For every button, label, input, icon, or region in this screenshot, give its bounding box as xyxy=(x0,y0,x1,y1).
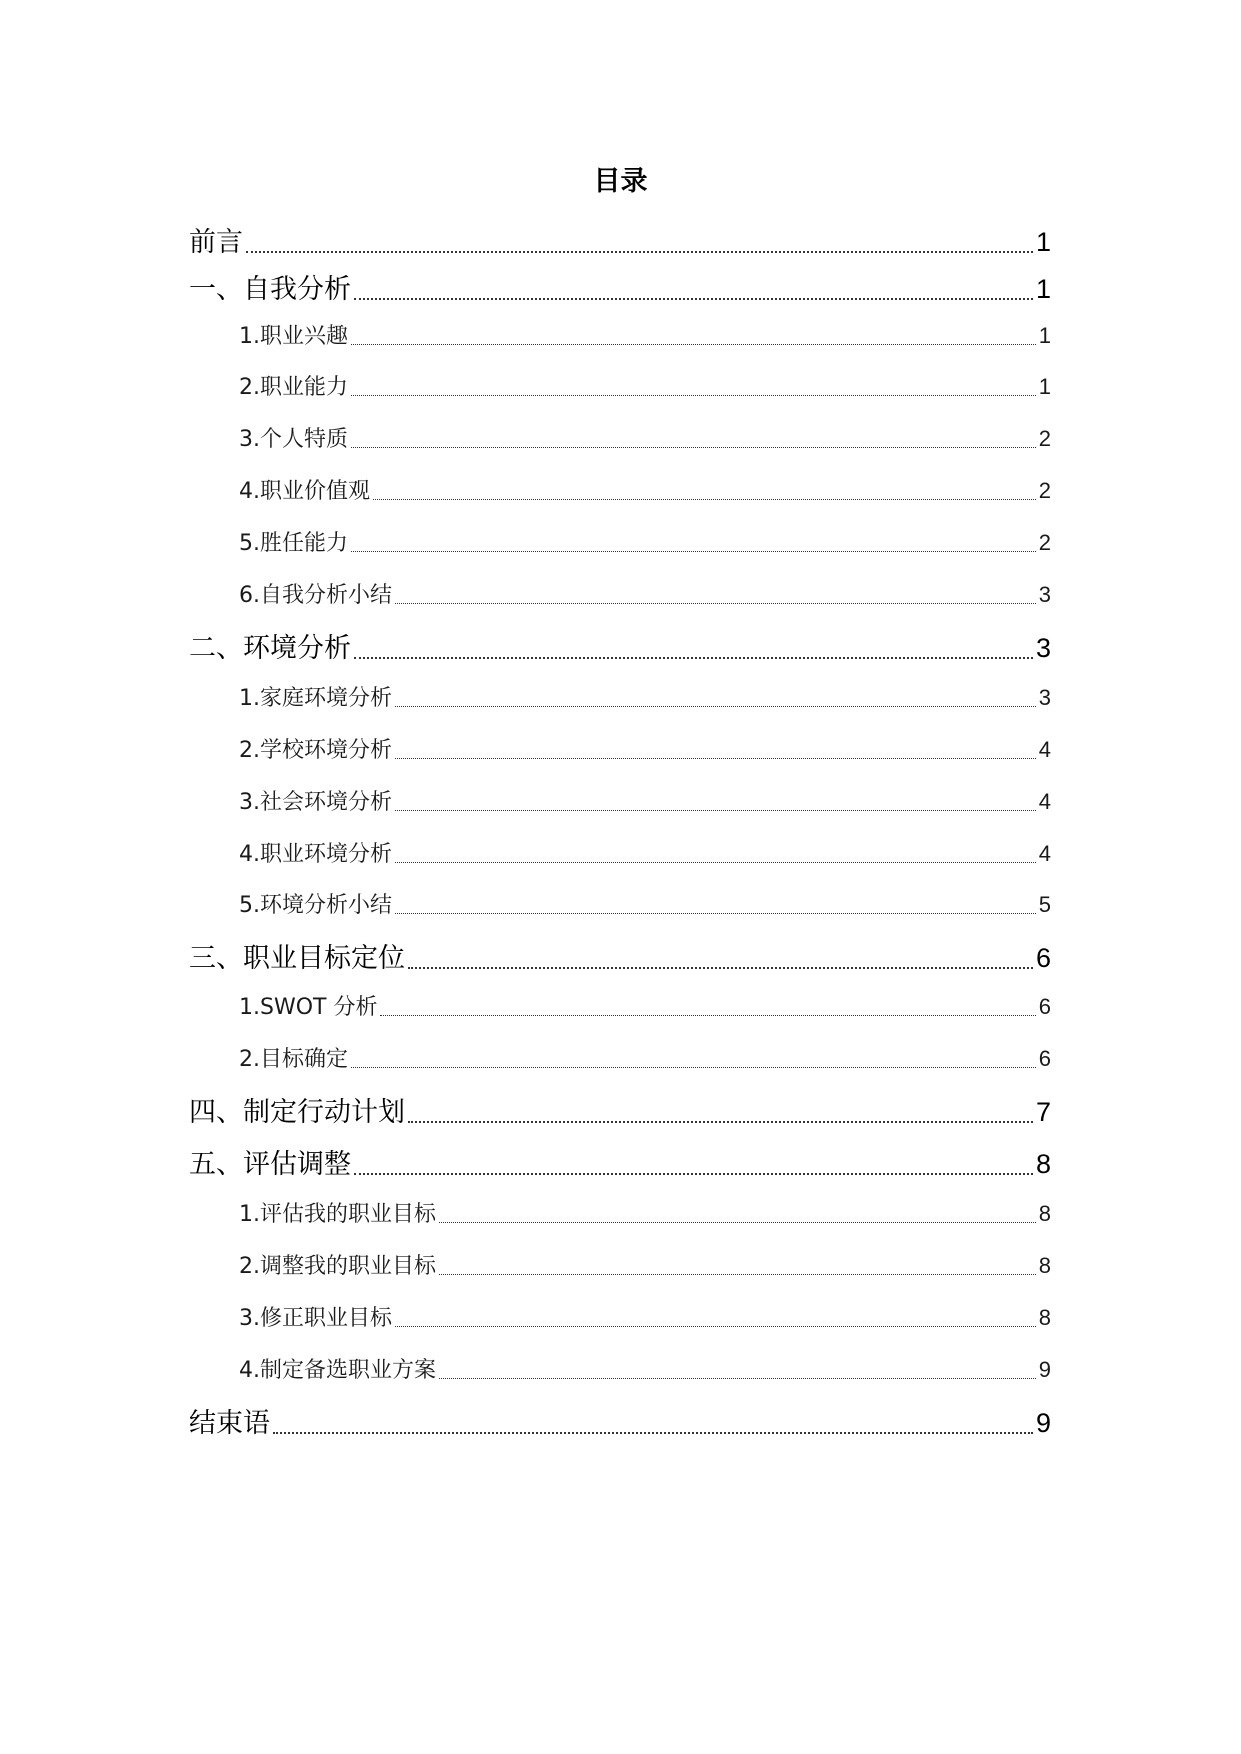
toc-entry-section-1-2[interactable] xyxy=(239,370,1051,404)
toc-entry-page: 4 xyxy=(1038,789,1051,814)
toc-entry-label: 前言 xyxy=(189,227,243,258)
toc-entry-label: 1.职业兴趣 xyxy=(239,324,348,349)
toc-entry-label: 3.社会环境分析 xyxy=(239,790,392,815)
toc-entry-chapter-1[interactable] xyxy=(189,269,1051,309)
toc-dot-leader xyxy=(395,681,1036,715)
toc-dot-leader xyxy=(351,370,1036,404)
toc-entry-page: 6 xyxy=(1035,943,1051,973)
toc-entry-page: 2 xyxy=(1038,530,1051,555)
toc-dot-leader xyxy=(380,990,1035,1024)
toc-entry-section-3-1[interactable] xyxy=(239,990,1051,1024)
toc-entry-section-5-3[interactable] xyxy=(239,1301,1051,1335)
toc-entry-page: 4 xyxy=(1038,737,1051,762)
toc-dot-leader xyxy=(395,785,1036,819)
toc-entry-section-3-2[interactable] xyxy=(239,1042,1051,1076)
toc-entry-preface[interactable] xyxy=(189,222,1051,262)
toc-entry-label: 3.个人特质 xyxy=(239,427,348,452)
toc-entry-page: 2 xyxy=(1038,478,1051,503)
toc-entry-section-5-4[interactable] xyxy=(239,1353,1051,1387)
toc-entry-section-2-3[interactable] xyxy=(239,785,1051,819)
toc-dot-leader xyxy=(439,1353,1036,1387)
toc-dot-leader xyxy=(439,1249,1036,1283)
toc-dot-leader xyxy=(395,578,1036,612)
toc-dot-leader xyxy=(408,1092,1033,1132)
toc-entry-label: 4.职业环境分析 xyxy=(239,842,392,867)
toc-entry-label: 三、职业目标定位 xyxy=(189,943,405,974)
toc-entry-chapter-3[interactable] xyxy=(189,938,1051,978)
toc-dot-leader xyxy=(351,526,1036,560)
toc-entry-section-2-2[interactable] xyxy=(239,733,1051,767)
toc-entry-label: 五、评估调整 xyxy=(189,1149,351,1180)
toc-entry-page: 4 xyxy=(1038,841,1051,866)
toc-dot-leader xyxy=(354,628,1033,668)
toc-entry-page: 8 xyxy=(1035,1149,1051,1179)
toc-dot-leader xyxy=(354,1144,1033,1184)
toc-title: 目录 xyxy=(593,166,648,197)
toc-entry-page: 2 xyxy=(1038,426,1051,451)
toc-entry-page: 6 xyxy=(1038,1046,1051,1071)
toc-entry-page: 8 xyxy=(1038,1201,1051,1226)
toc-dot-leader xyxy=(395,888,1036,922)
toc-entry-page: 9 xyxy=(1038,1357,1051,1382)
toc-entry-section-2-4[interactable] xyxy=(239,837,1051,871)
toc-entry-chapter-2[interactable] xyxy=(189,628,1051,668)
toc-entry-label: 2.学校环境分析 xyxy=(239,738,392,763)
toc-entry-label: 5.环境分析小结 xyxy=(239,893,392,918)
toc-entry-page: 3 xyxy=(1038,582,1051,607)
toc-entry-section-5-1[interactable] xyxy=(239,1197,1051,1231)
toc-entry-label: 4.制定备选职业方案 xyxy=(239,1358,436,1383)
toc-entry-page: 8 xyxy=(1038,1305,1051,1330)
toc-entry-page: 5 xyxy=(1038,892,1051,917)
toc-dot-leader xyxy=(395,733,1036,767)
toc-dot-leader xyxy=(351,319,1036,353)
toc-entry-page: 9 xyxy=(1035,1408,1051,1438)
toc-dot-leader xyxy=(246,222,1033,262)
toc-entry-label: 3.修正职业目标 xyxy=(239,1306,392,1331)
toc-dot-leader xyxy=(408,938,1033,978)
toc-dot-leader xyxy=(354,269,1033,309)
toc-entry-page: 1 xyxy=(1038,323,1051,348)
toc-entry-page: 3 xyxy=(1035,633,1051,663)
toc-entry-label: 一、自我分析 xyxy=(189,274,351,305)
toc-entry-label: 四、制定行动计划 xyxy=(189,1097,405,1128)
toc-entry-section-2-1[interactable] xyxy=(239,681,1051,715)
toc-entry-label: 2.目标确定 xyxy=(239,1047,348,1072)
toc-entry-label: 结束语 xyxy=(189,1408,270,1439)
toc-entry-page: 8 xyxy=(1038,1253,1051,1278)
toc-entry-section-2-5[interactable] xyxy=(239,888,1051,922)
toc-entry-section-1-1[interactable] xyxy=(239,319,1051,353)
toc-entry-chapter-4[interactable] xyxy=(189,1092,1051,1132)
toc-entry-conclusion[interactable] xyxy=(189,1403,1051,1443)
toc-entry-page: 6 xyxy=(1038,994,1051,1019)
toc-entry-label: 4.职业价值观 xyxy=(239,479,370,504)
toc-dot-leader xyxy=(395,1301,1036,1335)
toc-entry-label: 5.胜任能力 xyxy=(239,531,348,556)
toc-entry-label: 1.SWOT 分析 xyxy=(239,995,378,1020)
toc-entry-section-1-4[interactable] xyxy=(239,474,1051,508)
toc-entry-page: 3 xyxy=(1038,685,1051,710)
toc-entry-label: 6.自我分析小结 xyxy=(239,583,392,608)
toc-entry-label: 1.评估我的职业目标 xyxy=(239,1202,436,1227)
toc-dot-leader xyxy=(439,1197,1036,1231)
toc-dot-leader xyxy=(351,1042,1036,1076)
toc-dot-leader xyxy=(351,422,1036,456)
toc-entry-page: 1 xyxy=(1038,374,1051,399)
toc-entry-section-1-3[interactable] xyxy=(239,422,1051,456)
toc-entry-section-1-6[interactable] xyxy=(239,578,1051,612)
toc-entry-label: 2.职业能力 xyxy=(239,375,348,400)
toc-dot-leader xyxy=(373,474,1036,508)
toc-entry-label: 1.家庭环境分析 xyxy=(239,686,392,711)
toc-entry-page: 7 xyxy=(1035,1097,1051,1127)
toc-entry-section-5-2[interactable] xyxy=(239,1249,1051,1283)
toc-entry-label: 二、环境分析 xyxy=(189,633,351,664)
toc-entry-section-1-5[interactable] xyxy=(239,526,1051,560)
toc-entry-page: 1 xyxy=(1035,274,1051,304)
toc-entry-page: 1 xyxy=(1035,227,1051,257)
toc-dot-leader xyxy=(273,1403,1033,1443)
toc-entry-label: 2.调整我的职业目标 xyxy=(239,1254,436,1279)
toc-entry-chapter-5[interactable] xyxy=(189,1144,1051,1184)
toc-dot-leader xyxy=(395,837,1036,871)
